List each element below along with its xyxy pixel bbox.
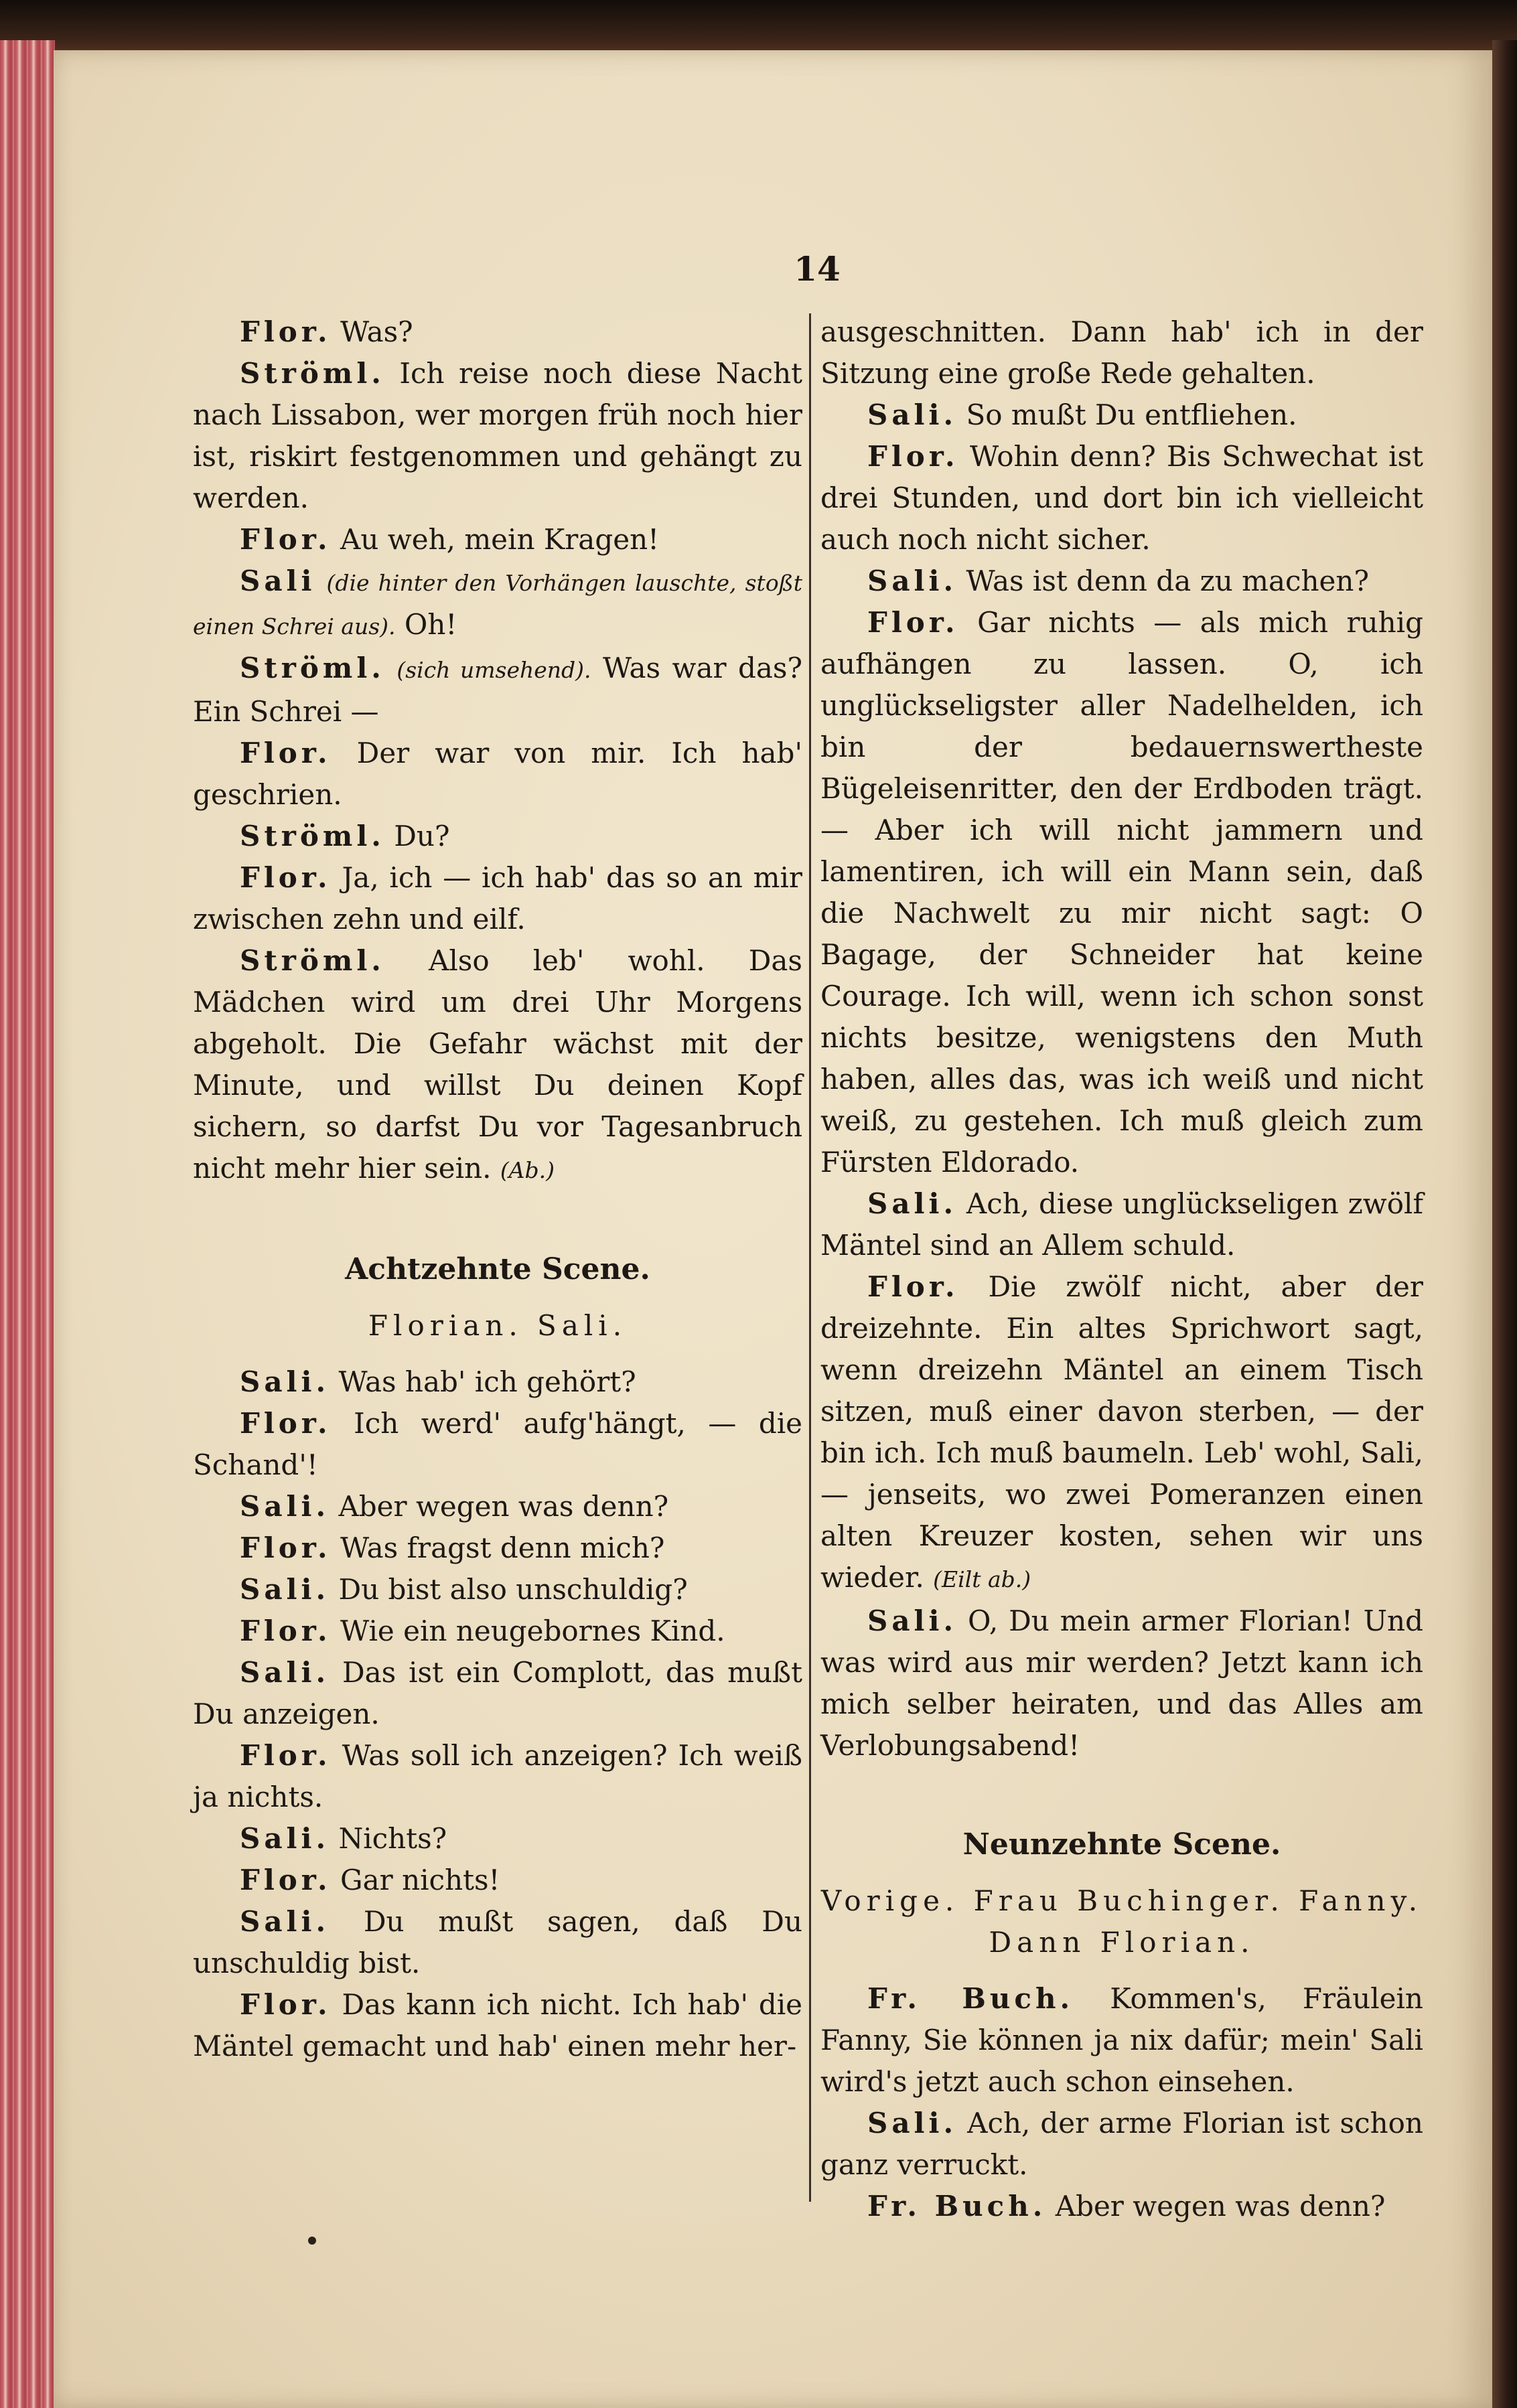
dialogue-line xyxy=(193,560,802,648)
dialogue-line xyxy=(193,1901,802,1984)
stage-direction: (Eilt ab.) xyxy=(933,1566,1031,1592)
dialogue-line xyxy=(193,648,802,733)
line-text: Gar nichts — als mich ruhig aufhängen zu lassen. O, ich unglückseligster aller Nadelhelden, ich bin der bedauernswertheste Bügeleisenritter, den der Erdboden trägt. — Aber ich will nicht jammern und lamentiren, ich will ein Mann sein, daß die Nachwelt zu mir nicht sagt: O Bagage, der Schneider hat keine Courage. Ich will, wenn ich schon sonst nichts besitze, wenigstens den Muth haben, alles das, was ich weiß und nicht weiß, zu gestehen. Ich muß gleich zum Fürsten Eldorado. xyxy=(820,606,1423,1179)
speaker: Flor. xyxy=(240,1614,332,1647)
speaker: Flor. xyxy=(240,315,332,348)
dialogue-line xyxy=(193,1527,802,1569)
speaker: Sali. xyxy=(867,1604,958,1637)
dialogue-line xyxy=(193,940,802,1191)
line-text: Aber wegen was denn? xyxy=(1055,2190,1386,2223)
speaker: Ströml. xyxy=(240,652,385,684)
line-text: Das kann ich nicht. Ich hab' die Mäntel gemacht und hab' einen mehr her- xyxy=(193,1988,802,2062)
book-binding xyxy=(0,40,55,2408)
line-text: Also leb' wohl. Das Mädchen wird um drei Uhr Morgens abgeholt. Die Gefahr wächst mit der Minute, und willst Du deinen Kopf sichern, so darfst Du vor Tagesanbruch nicht mehr hier sein. xyxy=(193,944,802,1185)
speaker: Ströml. xyxy=(240,944,385,977)
line-text: Die zwölf nicht, aber der dreizehnte. Ein altes Sprichwort sagt, wenn dreizehn Mäntel an einem Tisch sitzen, muß einer davon sterben, — der bin ich. Ich muß baumeln. Leb' wohl, Sali, — jenseits, wo zwei Pomeranzen einen alten Kreuzer kosten, sehen wir uns wieder. xyxy=(820,1270,1423,1594)
stage-direction: (sich umsehend). xyxy=(396,657,591,683)
speaker: Flor. xyxy=(240,1739,332,1772)
line-text: Was ist denn da zu machen? xyxy=(966,565,1369,597)
speaker: Fr. Buch. xyxy=(867,1982,1074,2015)
scene-cast: Vorige. Frau Buchinger. Fanny. xyxy=(820,1884,1423,1917)
dialogue-line xyxy=(193,816,802,857)
speaker: Sali. xyxy=(240,1822,330,1855)
stage-direction: (die hinter den Vorhängen lauschte, stoßt einen Schrei aus). xyxy=(193,570,802,639)
line-text: Du mußt sagen, daß Du unschuldig bist. xyxy=(193,1905,802,1979)
dialogue-line xyxy=(193,1610,802,1652)
dialogue-line xyxy=(820,602,1423,1183)
speaker: Sali. xyxy=(240,1905,330,1938)
ink-speck xyxy=(308,2237,316,2245)
dialogue-line xyxy=(193,353,802,519)
speaker: Flor. xyxy=(240,1531,332,1564)
scene-cast: Florian. Sali. xyxy=(368,1309,628,1342)
line-text: Oh! xyxy=(404,608,457,641)
line-text: Ich reise noch diese Nacht nach Lissabon, wer morgen früh noch hier ist, riskirt festgenommen und gehängt zu werden. xyxy=(193,357,802,514)
scene-heading: Achtzehnte Scene. xyxy=(345,1252,650,1286)
speaker: Flor. xyxy=(867,1270,959,1303)
right-column xyxy=(820,311,1423,2227)
dialogue-line xyxy=(193,733,802,816)
dialogue-line xyxy=(193,1652,802,1735)
book-right-edge xyxy=(1492,40,1517,2408)
speaker: Sali. xyxy=(240,1573,330,1606)
dialogue-line xyxy=(193,1569,802,1610)
line-text: So mußt Du entfliehen. xyxy=(966,398,1297,431)
line-text: Ja, ich — ich hab' das so an mir zwischen zehn und eilf. xyxy=(193,861,802,935)
dialogue-line xyxy=(193,1361,802,1403)
dialogue-line xyxy=(193,1403,802,1486)
speaker: Sali. xyxy=(240,1365,330,1398)
speaker: Sali. xyxy=(867,398,958,431)
dialogue-line xyxy=(820,560,1423,602)
line-text: Gar nichts! xyxy=(340,1864,500,1896)
line-text: Au weh, mein Kragen! xyxy=(340,523,660,556)
page-number: 14 xyxy=(794,249,841,289)
speaker: Flor. xyxy=(240,1407,332,1440)
dialogue-line xyxy=(193,1735,802,1818)
line-text: Was fragst denn mich? xyxy=(340,1531,665,1564)
line-text: Du bist also unschuldig? xyxy=(338,1573,688,1606)
line-text: ausgeschnitten. Dann hab' ich in der Sitzung eine große Rede gehalten. xyxy=(820,315,1423,390)
speaker: Flor. xyxy=(240,1864,332,1896)
line-text: Ich werd' aufg'hängt, — die Schand'! xyxy=(193,1407,802,1481)
speaker: Sali. xyxy=(867,1187,958,1220)
dialogue-line xyxy=(193,1818,802,1860)
line-text: Was? xyxy=(340,315,413,348)
speaker: Ströml. xyxy=(240,357,385,390)
scene-heading: Neunzehnte Scene. xyxy=(962,1827,1281,1862)
dialogue-line xyxy=(820,2186,1423,2227)
dialogue-line xyxy=(820,1183,1423,1266)
line-text: Ach, der arme Florian ist schon ganz verruckt. xyxy=(820,2107,1423,2181)
speaker: Flor. xyxy=(867,440,959,473)
speaker: Flor. xyxy=(240,861,332,894)
dialogue-line xyxy=(820,2103,1423,2186)
line-text: Kommen's, Fräulein Fanny, Sie können ja nix dafür; mein' Sali wird's jetzt auch schon einsehen. xyxy=(820,1982,1423,2098)
dialogue-line xyxy=(820,394,1423,436)
line-text: Das ist ein Complott, das mußt Du anzeigen. xyxy=(193,1656,802,1730)
line-text: Du? xyxy=(394,820,450,852)
dialogue-line xyxy=(820,436,1423,560)
speaker: Flor. xyxy=(240,737,332,769)
stage-direction: (Ab.) xyxy=(500,1157,555,1183)
dialogue-line xyxy=(193,857,802,940)
speaker: Sali. xyxy=(867,2107,958,2139)
line-text: Wohin denn? Bis Schwechat ist drei Stunden, und dort bin ich vielleicht auch noch nicht sicher. xyxy=(820,440,1423,556)
dialogue-line xyxy=(193,1486,802,1527)
line-text: Was soll ich anzeigen? Ich weiß ja nichts. xyxy=(193,1739,802,1813)
dialogue-line xyxy=(820,1266,1423,1600)
speaker: Flor. xyxy=(867,606,959,639)
dialogue-line xyxy=(820,1978,1423,2103)
line-text: Aber wegen was denn? xyxy=(338,1490,669,1523)
speaker: Fr. Buch. xyxy=(867,2190,1047,2223)
speaker: Flor. xyxy=(240,523,332,556)
scene-cast: Dann Florian. xyxy=(989,1926,1255,1959)
speaker: Sali. xyxy=(240,1656,330,1689)
line-text: Was hab' ich gehört? xyxy=(338,1365,636,1398)
speaker: Sali. xyxy=(867,565,958,597)
speaker: Sali xyxy=(240,565,316,597)
speaker: Ströml. xyxy=(240,820,385,852)
dialogue-line xyxy=(820,1600,1423,1766)
book-top-edge xyxy=(0,0,1517,57)
dialogue-line xyxy=(193,311,802,353)
dialogue-line xyxy=(193,519,802,560)
speaker: Flor. xyxy=(240,1988,332,2021)
line-text: Ach, diese unglückseligen zwölf Mäntel sind an Allem schuld. xyxy=(820,1187,1423,1262)
speaker: Sali. xyxy=(240,1490,330,1523)
line-text: Der war von mir. Ich hab' geschrien. xyxy=(193,737,802,811)
dialogue-line xyxy=(193,1860,802,1901)
line-text: Wie ein neugebornes Kind. xyxy=(340,1614,725,1647)
dialogue-line xyxy=(820,311,1423,394)
column-rule xyxy=(809,313,811,2202)
left-column xyxy=(193,311,802,2067)
line-text: Was war das? Ein Schrei — xyxy=(193,652,802,728)
line-text: Nichts? xyxy=(338,1822,447,1855)
dialogue-line xyxy=(193,1984,802,2067)
line-text: O, Du mein armer Florian! Und was wird aus mir werden? Jetzt kann ich mich selber heiraten, und das Alles am Verlobungsabend! xyxy=(820,1604,1423,1762)
